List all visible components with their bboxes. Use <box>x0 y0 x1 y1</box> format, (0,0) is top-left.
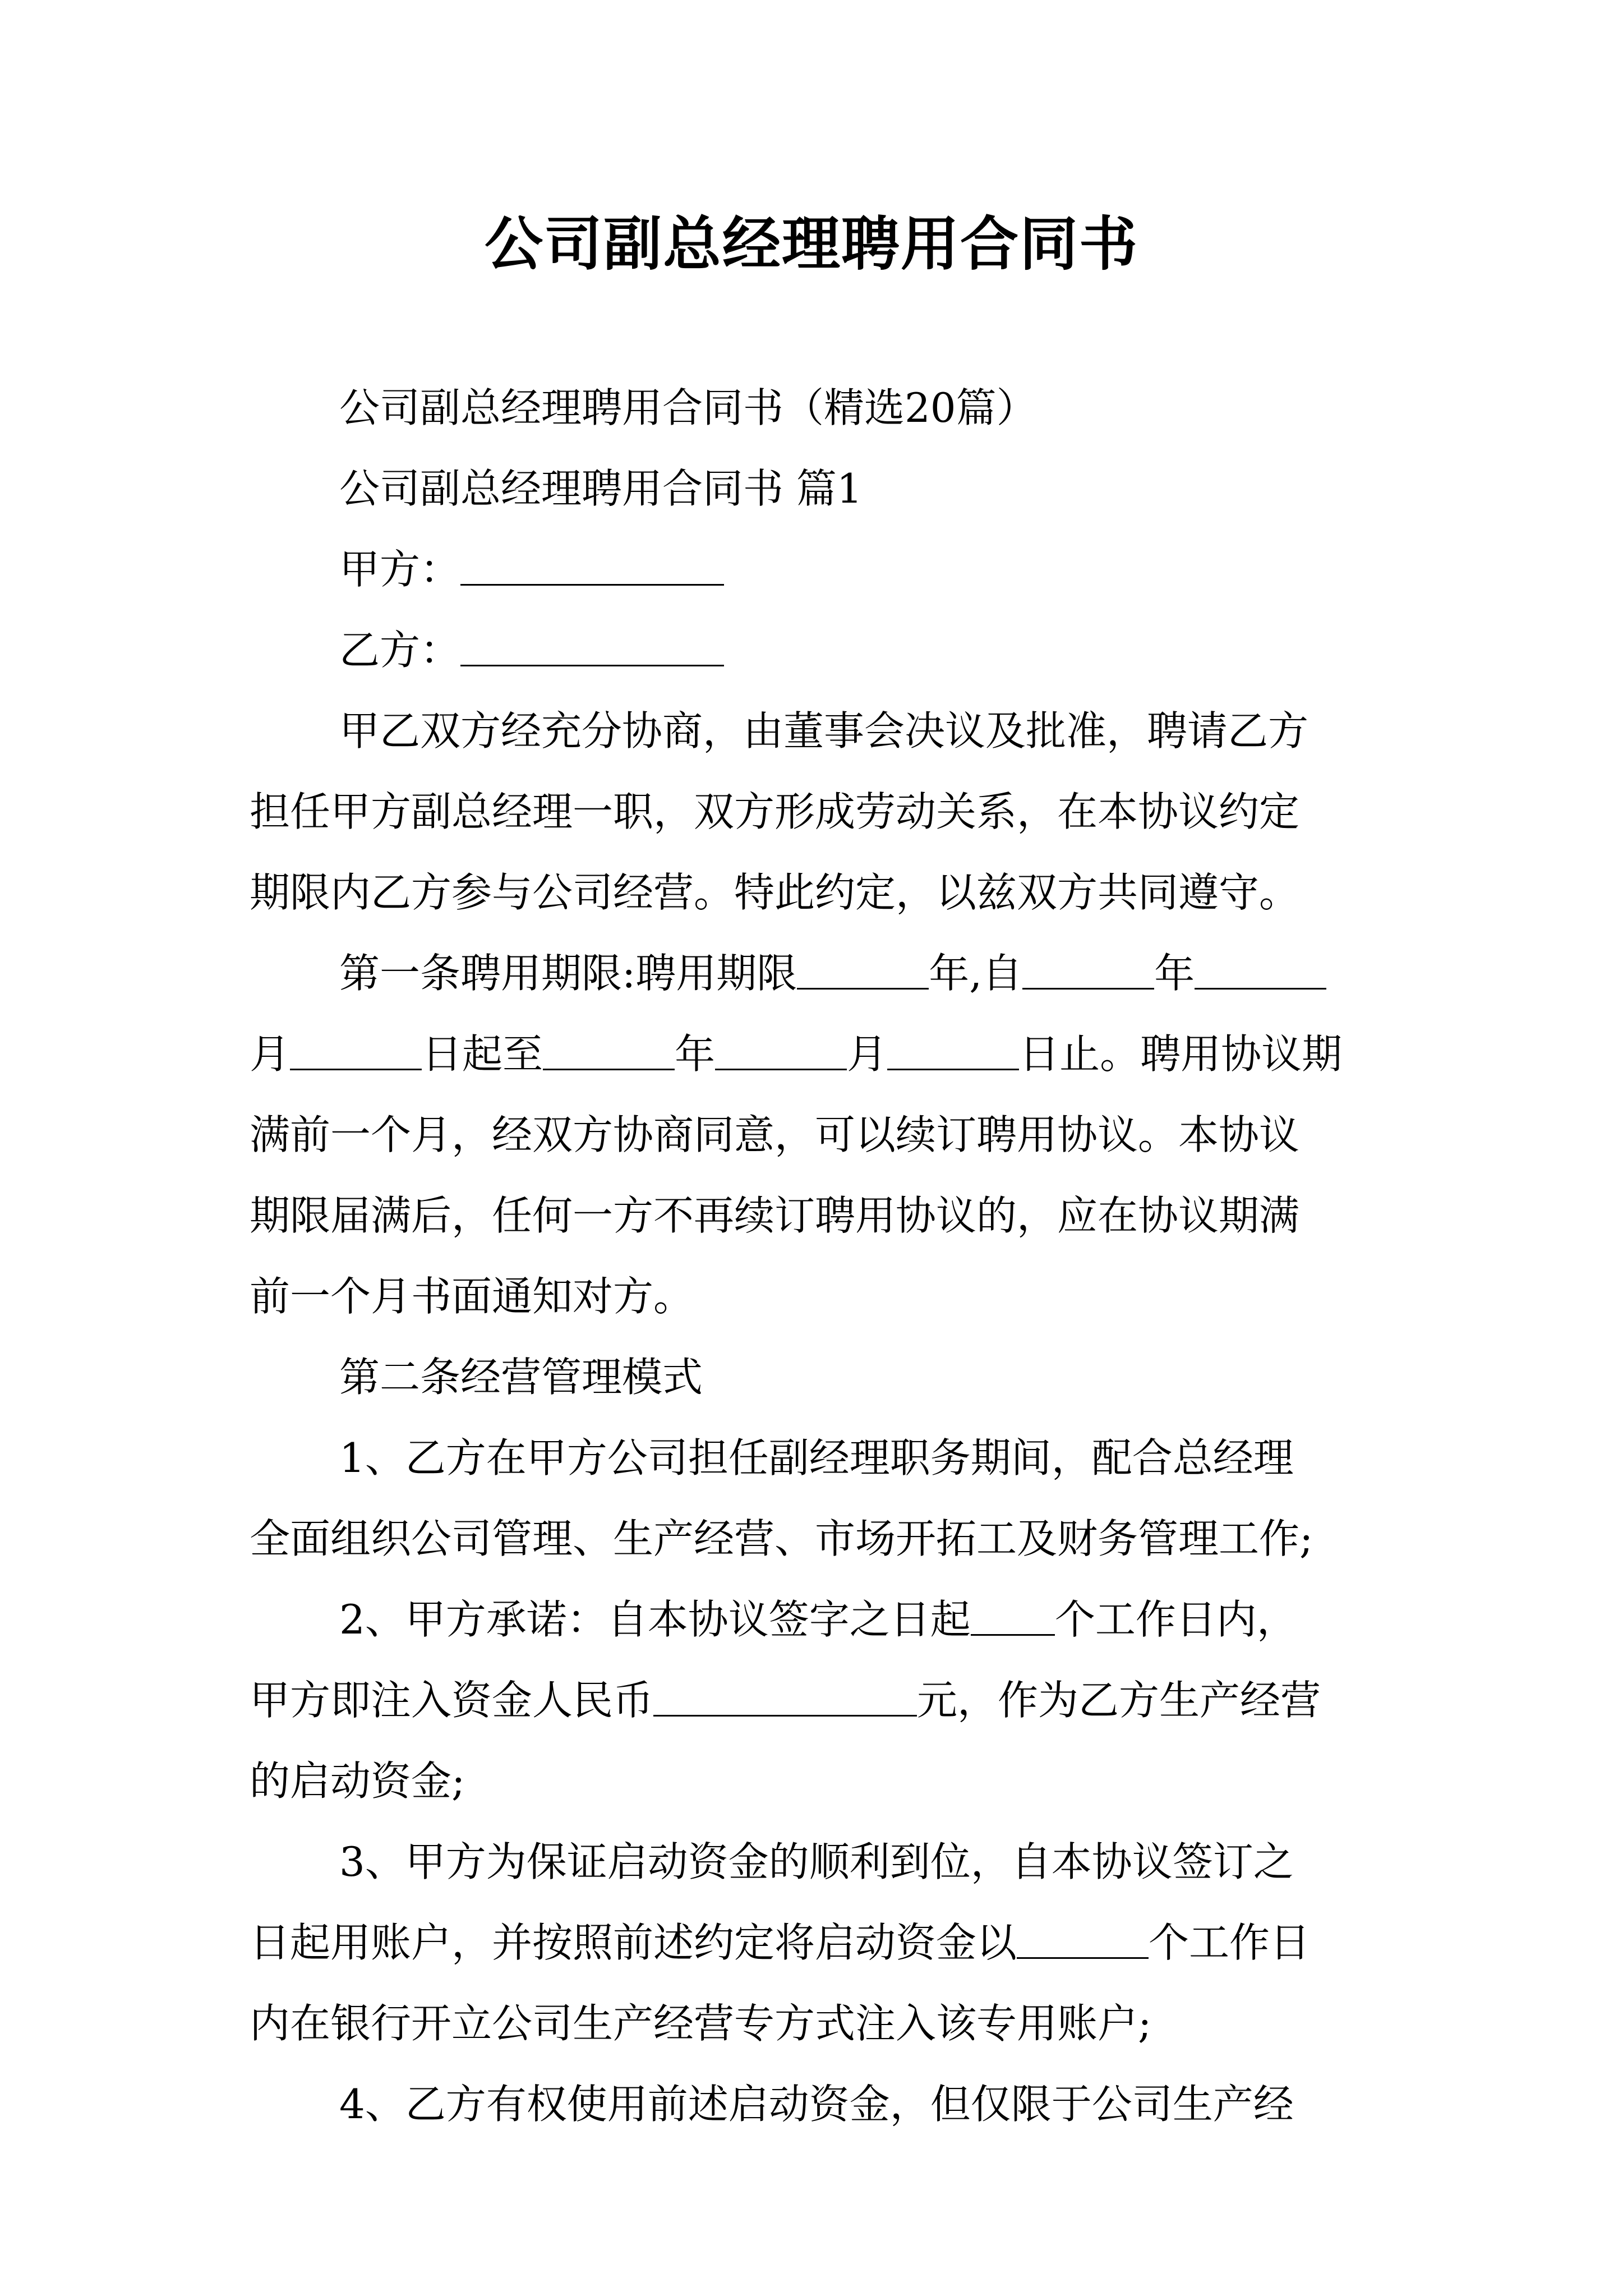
end-year-blank <box>543 1068 675 1070</box>
article1-line: 前一个月书面通知对方。 <box>250 1273 694 1320</box>
article1-text: 年 <box>675 1030 716 1078</box>
party-a-label: 甲方： <box>339 546 461 593</box>
article1-text: 年,自 <box>929 950 1023 997</box>
capital-amount-blank <box>653 1714 917 1717</box>
article2-item2-line: 的启动资金; <box>250 1757 465 1805</box>
article2-item3-line: 3、甲方为保证启动资金的顺利到位，自本协议签订之 <box>339 1838 1294 1885</box>
start-month-blank <box>1195 987 1326 990</box>
article1-text: 第一条聘用期限:聘用期限 <box>339 950 797 997</box>
article1-line: 满前一个月，经双方协商同意，可以续订聘用协议。本协议 <box>250 1111 1300 1158</box>
article1-line: 期限届满后，任何一方不再续订聘用协议的，应在协议期满 <box>250 1192 1300 1239</box>
start-day-blank <box>290 1068 422 1070</box>
article1-line <box>250 1014 1385 1094</box>
article1-text: 日起至 <box>422 1030 543 1078</box>
article1-line <box>250 933 1385 1014</box>
article2-text: 2、甲方承诺：自本协议签字之日起 <box>339 1596 971 1643</box>
article2-item1-line: 1、乙方在甲方公司担任副经理职务期间，配合总经理 <box>339 1434 1294 1481</box>
intro-line: 担任甲方副总经理一职，双方形成劳动关系，在本协议约定 <box>250 788 1300 835</box>
article2-item4-line: 4、乙方有权使用前述启动资金，但仅限于公司生产经 <box>339 2081 1294 2128</box>
article2-item2-line <box>250 1660 1385 1741</box>
article1-text: 年 <box>1154 950 1195 997</box>
article2-item3-line <box>250 1902 1385 1983</box>
document-title: 公司副总经理聘用合同书 <box>484 209 1138 278</box>
article2-text: 个工作日内， <box>1054 1596 1297 1643</box>
article1-text: 日止。聘用协议期 <box>1019 1030 1343 1078</box>
article2-text: 甲方即注入资金人民币 <box>250 1677 654 1724</box>
party-b-line <box>250 610 1385 691</box>
start-year-blank <box>1022 987 1154 990</box>
end-month-blank <box>715 1068 847 1070</box>
article2-item2-line <box>250 1579 1385 1660</box>
article1-text: 月 <box>847 1030 888 1078</box>
article2-item1-line: 全面组织公司管理、生产经营、市场开拓工及财务管理工作; <box>250 1515 1313 1562</box>
party-a-line <box>250 529 1385 610</box>
workdays-blank <box>971 1634 1055 1636</box>
party-b-label: 乙方： <box>339 627 461 674</box>
end-day-blank <box>887 1068 1019 1070</box>
intro-line: 甲乙双方经充分协商，由董事会决议及批准，聘请乙方 <box>339 707 1309 754</box>
section-heading: 公司副总经理聘用合同书 篇1 <box>339 465 863 512</box>
article2-text: 个工作日 <box>1149 1919 1311 1966</box>
party-a-blank <box>460 583 724 586</box>
article2-item3-line: 内在银行开立公司生产经营专方式注入该专用账户; <box>250 2000 1152 2047</box>
account-workdays-blank <box>1017 1957 1149 1959</box>
intro-line: 期限内乙方参与公司经营。特此约定，以兹双方共同遵守。 <box>250 869 1300 916</box>
article2-heading: 第二条经营管理模式 <box>339 1354 703 1401</box>
subtitle: 公司副总经理聘用合同书（精选20篇） <box>339 384 1037 431</box>
document-body <box>250 367 1385 2145</box>
term-years-blank <box>797 987 929 990</box>
party-b-blank <box>460 664 724 666</box>
article1-text: 月 <box>250 1030 291 1078</box>
article2-text: 日起用账户，并按照前述约定将启动资金以 <box>250 1919 1017 1966</box>
article2-text: 元，作为乙方生产经营 <box>917 1677 1321 1724</box>
